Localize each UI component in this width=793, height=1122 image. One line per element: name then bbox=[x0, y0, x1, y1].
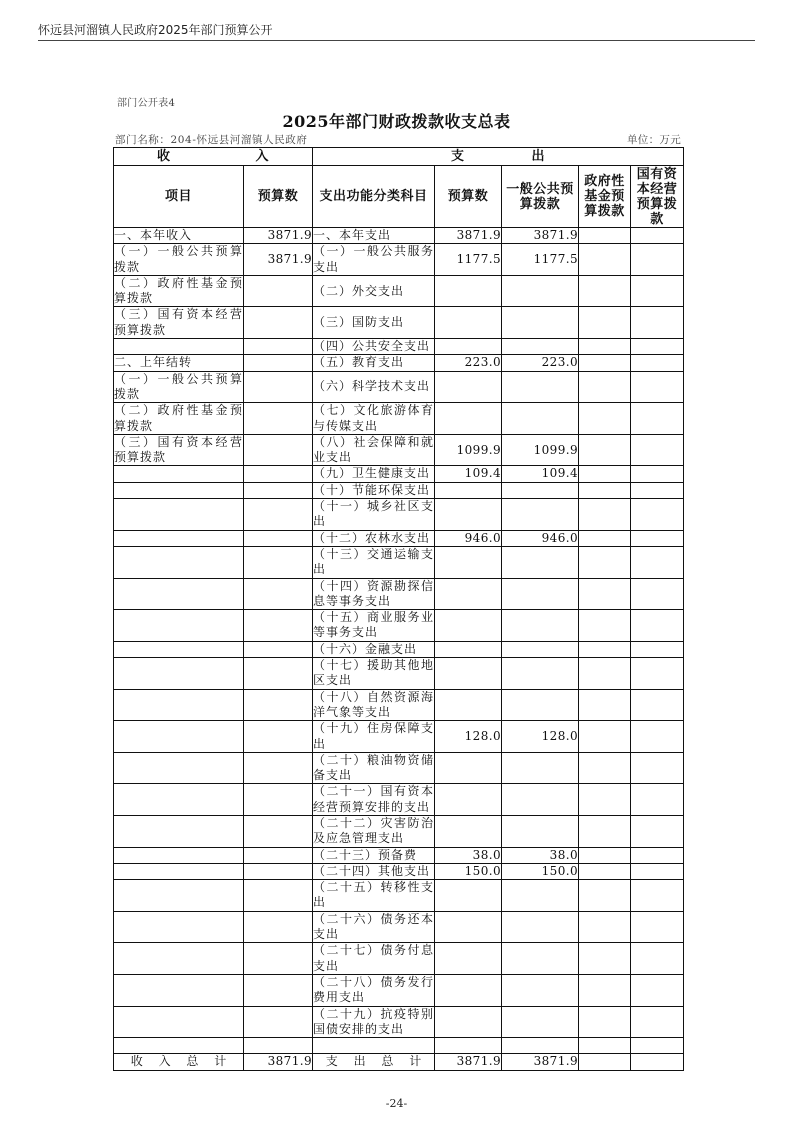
income-budget-cell bbox=[244, 499, 313, 531]
general-budget-cell: 1177.5 bbox=[502, 244, 579, 276]
gov-fund-budget-cell bbox=[579, 752, 631, 784]
gov-fund-budget-cell bbox=[579, 880, 631, 912]
state-capital-budget-cell bbox=[631, 815, 684, 847]
income-item-cell bbox=[114, 466, 244, 482]
general-budget-cell: 150.0 bbox=[502, 863, 579, 879]
state-capital-budget-cell bbox=[631, 911, 684, 943]
income-budget-cell bbox=[244, 658, 313, 690]
income-budget-cell bbox=[244, 403, 313, 435]
expense-item-cell: 支 出 总 计 bbox=[313, 1054, 435, 1070]
state-capital-budget-cell bbox=[631, 974, 684, 1006]
income-budget-cell bbox=[244, 275, 313, 307]
income-item-cell bbox=[114, 530, 244, 546]
income-item-cell: 收 入 总 计 bbox=[114, 1054, 244, 1070]
state-capital-budget-cell bbox=[631, 1038, 684, 1054]
expense-budget-cell bbox=[435, 641, 502, 657]
state-capital-budget-cell bbox=[631, 721, 684, 753]
expense-item-cell: 一、本年支出 bbox=[313, 228, 435, 244]
income-item-cell: （三）国有资本经营预算拨款 bbox=[114, 434, 243, 465]
expense-budget-cell bbox=[435, 371, 502, 403]
expense-item-cell: （十七）援助其他地区支出 bbox=[313, 658, 434, 688]
gov-fund-budget-cell bbox=[579, 1038, 631, 1054]
expense-item-cell: （十二）农林水支出 bbox=[313, 530, 435, 546]
expense-budget-cell: 38.0 bbox=[435, 847, 502, 863]
table-row bbox=[114, 499, 684, 531]
income-item-cell bbox=[114, 689, 244, 721]
income-budget-cell bbox=[244, 355, 313, 371]
expense-budget-cell: 3871.9 bbox=[435, 228, 502, 244]
gov-fund-budget-cell bbox=[579, 974, 631, 1006]
table-row bbox=[114, 752, 684, 784]
expense-budget-cell bbox=[435, 339, 502, 355]
table-row bbox=[114, 371, 684, 403]
table-row bbox=[114, 863, 684, 879]
gov-fund-budget-cell bbox=[579, 355, 631, 371]
expense-budget-cell bbox=[435, 943, 502, 975]
table-row bbox=[114, 1038, 684, 1054]
gov-fund-budget-cell bbox=[579, 943, 631, 975]
expense-budget-cell bbox=[435, 578, 502, 610]
col-header-gov-fund-budget: 政府性基金预算拨款 bbox=[579, 166, 631, 228]
income-budget-cell bbox=[244, 784, 313, 816]
income-budget-cell bbox=[244, 546, 313, 578]
gov-fund-budget-cell bbox=[579, 721, 631, 753]
general-budget-cell: 38.0 bbox=[502, 847, 579, 863]
income-item-cell bbox=[114, 658, 244, 690]
state-capital-budget-cell bbox=[631, 546, 684, 578]
income-item-cell bbox=[114, 911, 244, 943]
income-budget-cell: 3871.9 bbox=[244, 244, 313, 276]
table-row bbox=[114, 847, 684, 863]
col-header-income-item: 项目 bbox=[114, 166, 244, 228]
state-capital-budget-cell bbox=[631, 307, 684, 339]
state-capital-budget-cell bbox=[631, 610, 684, 642]
table-row bbox=[114, 355, 684, 371]
income-item-cell: （一）一般公共预算拨款 bbox=[114, 371, 243, 401]
col-header-expense-budget: 预算数 bbox=[435, 166, 502, 228]
general-budget-cell bbox=[502, 689, 579, 721]
expense-budget-cell bbox=[435, 499, 502, 531]
income-budget-cell bbox=[244, 689, 313, 721]
income-budget-cell bbox=[244, 752, 313, 784]
general-budget-cell bbox=[502, 943, 579, 975]
income-item-cell bbox=[114, 546, 244, 578]
expense-budget-cell bbox=[435, 911, 502, 943]
state-capital-budget-cell bbox=[631, 578, 684, 610]
income-item-cell: （二）政府性基金预算拨款 bbox=[114, 275, 243, 306]
expense-item-cell: （三）国防支出 bbox=[313, 307, 435, 339]
gov-fund-budget-cell bbox=[579, 784, 631, 816]
expense-item-cell: （七）文化旅游体育与传媒支出 bbox=[313, 403, 434, 433]
income-budget-cell bbox=[244, 530, 313, 546]
general-budget-cell bbox=[502, 578, 579, 610]
general-budget-cell: 3871.9 bbox=[502, 1054, 579, 1070]
expense-item-cell: （九）卫生健康支出 bbox=[313, 466, 435, 482]
gov-fund-budget-cell bbox=[579, 228, 631, 244]
expense-budget-cell bbox=[435, 610, 502, 642]
gov-fund-budget-cell bbox=[579, 275, 631, 307]
income-item-cell bbox=[114, 752, 244, 784]
expense-item-cell bbox=[313, 1038, 435, 1054]
income-budget-cell bbox=[244, 434, 313, 466]
table-row bbox=[114, 880, 684, 912]
gov-fund-budget-cell bbox=[579, 689, 631, 721]
expense-item-cell: （一）一般公共服务支出 bbox=[313, 244, 434, 274]
income-item-cell: 二、上年结转 bbox=[114, 355, 244, 371]
income-item-cell bbox=[114, 1038, 244, 1054]
state-capital-budget-cell bbox=[631, 228, 684, 244]
table-row bbox=[114, 339, 684, 355]
general-budget-cell bbox=[502, 403, 579, 435]
income-item-cell bbox=[114, 943, 244, 975]
group-header-income: 收 入 bbox=[114, 148, 313, 166]
state-capital-budget-cell bbox=[631, 530, 684, 546]
general-budget-cell: 1099.9 bbox=[502, 434, 579, 466]
general-budget-cell bbox=[502, 371, 579, 403]
state-capital-budget-cell bbox=[631, 355, 684, 371]
general-budget-cell: 3871.9 bbox=[502, 228, 579, 244]
general-budget-cell bbox=[502, 339, 579, 355]
income-item-cell bbox=[114, 974, 244, 1006]
page-title: 2025年部门财政拨款收支总表 bbox=[282, 112, 511, 131]
table-row bbox=[114, 815, 684, 847]
general-budget-cell bbox=[502, 752, 579, 784]
income-budget-cell bbox=[244, 578, 313, 610]
expense-item-cell: （二十三）预备费 bbox=[313, 847, 435, 863]
gov-fund-budget-cell bbox=[579, 1006, 631, 1038]
table-row bbox=[114, 275, 684, 307]
general-budget-cell bbox=[502, 1038, 579, 1054]
expense-budget-cell: 150.0 bbox=[435, 863, 502, 879]
expense-budget-cell bbox=[435, 403, 502, 435]
table-row bbox=[114, 482, 684, 498]
gov-fund-budget-cell bbox=[579, 815, 631, 847]
state-capital-budget-cell bbox=[631, 689, 684, 721]
income-item-cell bbox=[114, 482, 244, 498]
gov-fund-budget-cell bbox=[579, 307, 631, 339]
general-budget-cell bbox=[502, 1006, 579, 1038]
general-budget-cell: 128.0 bbox=[502, 721, 579, 753]
expense-budget-cell bbox=[435, 275, 502, 307]
expense-item-cell: （十一）城乡社区支出 bbox=[313, 499, 434, 529]
expense-budget-cell: 1099.9 bbox=[435, 434, 502, 466]
expense-item-cell: （十三）交通运输支出 bbox=[313, 546, 434, 577]
gov-fund-budget-cell bbox=[579, 658, 631, 690]
table-row bbox=[114, 721, 684, 753]
state-capital-budget-cell bbox=[631, 880, 684, 912]
expense-item-cell: （八）社会保障和就业支出 bbox=[313, 434, 434, 465]
income-budget-cell: 3871.9 bbox=[244, 228, 313, 244]
expense-budget-cell bbox=[435, 974, 502, 1006]
state-capital-budget-cell bbox=[631, 1006, 684, 1038]
gov-fund-budget-cell bbox=[579, 610, 631, 642]
table-row bbox=[114, 578, 684, 610]
expense-budget-cell: 223.0 bbox=[435, 355, 502, 371]
income-budget-cell bbox=[244, 339, 313, 355]
expense-budget-cell bbox=[435, 658, 502, 690]
income-item-cell bbox=[114, 578, 244, 610]
group-header-row bbox=[114, 148, 684, 166]
expense-item-cell: （五）教育支出 bbox=[313, 355, 435, 371]
table-row bbox=[114, 658, 684, 690]
column-header-row bbox=[114, 166, 684, 228]
income-budget-cell bbox=[244, 641, 313, 657]
state-capital-budget-cell bbox=[631, 847, 684, 863]
income-budget-cell bbox=[244, 1038, 313, 1054]
gov-fund-budget-cell bbox=[579, 499, 631, 531]
expense-budget-cell bbox=[435, 1006, 502, 1038]
general-budget-cell bbox=[502, 641, 579, 657]
income-budget-cell bbox=[244, 466, 313, 482]
table-code: 部门公开表4 bbox=[117, 98, 176, 109]
gov-fund-budget-cell bbox=[579, 482, 631, 498]
page-header-text: 怀远县河溜镇人民政府2025年部门预算公开 bbox=[38, 23, 273, 37]
general-budget-cell bbox=[502, 658, 579, 690]
general-budget-cell: 109.4 bbox=[502, 466, 579, 482]
page-number: -24- bbox=[385, 1097, 408, 1110]
expense-item-cell: （二十二）灾害防治及应急管理支出 bbox=[313, 815, 434, 846]
state-capital-budget-cell bbox=[631, 784, 684, 816]
unit-label: 单位：万元 bbox=[627, 134, 681, 146]
income-item-cell bbox=[114, 499, 244, 531]
expense-item-cell: （二十一）国有资本经营预算安排的支出 bbox=[313, 784, 434, 814]
table-row bbox=[114, 434, 684, 466]
income-budget-cell bbox=[244, 943, 313, 975]
table-row bbox=[114, 911, 684, 943]
income-item-cell: 一、本年收入 bbox=[114, 228, 244, 244]
general-budget-cell bbox=[502, 546, 579, 578]
expense-item-cell: （十五）商业服务业等事务支出 bbox=[313, 610, 434, 640]
table-row bbox=[114, 530, 684, 546]
expense-budget-cell: 3871.9 bbox=[435, 1054, 502, 1070]
state-capital-budget-cell bbox=[631, 434, 684, 466]
income-item-cell bbox=[114, 641, 244, 657]
expense-budget-cell: 128.0 bbox=[435, 721, 502, 753]
gov-fund-budget-cell bbox=[579, 863, 631, 879]
income-budget-cell bbox=[244, 721, 313, 753]
expense-item-cell: （二）外交支出 bbox=[313, 275, 435, 307]
income-budget-cell bbox=[244, 847, 313, 863]
state-capital-budget-cell bbox=[631, 466, 684, 482]
income-item-cell bbox=[114, 880, 244, 912]
gov-fund-budget-cell bbox=[579, 530, 631, 546]
income-item-cell bbox=[114, 784, 244, 816]
general-budget-cell bbox=[502, 482, 579, 498]
income-item-cell: （二）政府性基金预算拨款 bbox=[114, 403, 243, 433]
expense-item-cell: （二十）粮油物资储备支出 bbox=[313, 752, 434, 783]
expense-item-cell: （二十四）其他支出 bbox=[313, 863, 435, 879]
expense-item-cell: （二十五）转移性支出 bbox=[313, 880, 434, 910]
col-header-general-budget: 一般公共预算拨款 bbox=[502, 166, 579, 228]
income-budget-cell bbox=[244, 863, 313, 879]
table-row bbox=[114, 689, 684, 721]
expense-budget-cell bbox=[435, 815, 502, 847]
expense-item-cell: （十九）住房保障支出 bbox=[313, 721, 434, 751]
gov-fund-budget-cell bbox=[579, 244, 631, 276]
table-row bbox=[114, 974, 684, 1006]
expense-budget-cell bbox=[435, 752, 502, 784]
table-row bbox=[114, 784, 684, 816]
gov-fund-budget-cell bbox=[579, 578, 631, 610]
state-capital-budget-cell bbox=[631, 244, 684, 276]
budget-table bbox=[113, 147, 684, 1071]
expense-item-cell: （十四）资源勘探信息等事务支出 bbox=[313, 578, 434, 608]
table-row bbox=[114, 1006, 684, 1038]
income-item-cell bbox=[114, 815, 244, 847]
total-row bbox=[114, 1054, 684, 1070]
expense-item-cell: （二十八）债务发行费用支出 bbox=[313, 974, 434, 1005]
income-budget-cell bbox=[244, 610, 313, 642]
expense-item-cell: （十六）金融支出 bbox=[313, 641, 435, 657]
expense-budget-cell bbox=[435, 546, 502, 578]
header-rule bbox=[38, 40, 755, 41]
income-budget-cell bbox=[244, 974, 313, 1006]
state-capital-budget-cell bbox=[631, 275, 684, 307]
table-row bbox=[114, 943, 684, 975]
income-budget-cell bbox=[244, 880, 313, 912]
table-row bbox=[114, 546, 684, 578]
income-budget-cell bbox=[244, 815, 313, 847]
table-row bbox=[114, 307, 684, 339]
table-row bbox=[114, 641, 684, 657]
general-budget-cell bbox=[502, 880, 579, 912]
general-budget-cell: 223.0 bbox=[502, 355, 579, 371]
income-item-cell bbox=[114, 1006, 244, 1038]
gov-fund-budget-cell bbox=[579, 911, 631, 943]
expense-item-cell: （十）节能环保支出 bbox=[313, 482, 435, 498]
expense-item-cell: （二十七）债务付息支出 bbox=[313, 943, 434, 973]
table-row bbox=[114, 228, 684, 244]
table-body bbox=[114, 228, 684, 1071]
state-capital-budget-cell bbox=[631, 641, 684, 657]
gov-fund-budget-cell bbox=[579, 1054, 631, 1070]
general-budget-cell bbox=[502, 911, 579, 943]
income-budget-cell bbox=[244, 1006, 313, 1038]
expense-budget-cell bbox=[435, 880, 502, 912]
income-item-cell bbox=[114, 863, 244, 879]
gov-fund-budget-cell bbox=[579, 546, 631, 578]
income-item-cell bbox=[114, 339, 244, 355]
income-budget-cell: 3871.9 bbox=[244, 1054, 313, 1070]
gov-fund-budget-cell bbox=[579, 371, 631, 403]
general-budget-cell bbox=[502, 815, 579, 847]
group-header-expense: 支 出 bbox=[313, 148, 684, 166]
general-budget-cell bbox=[502, 307, 579, 339]
expense-item-cell: （二十九）抗疫特别国债安排的支出 bbox=[313, 1006, 434, 1036]
state-capital-budget-cell bbox=[631, 403, 684, 435]
table-row bbox=[114, 403, 684, 435]
gov-fund-budget-cell bbox=[579, 403, 631, 435]
state-capital-budget-cell bbox=[631, 943, 684, 975]
state-capital-budget-cell bbox=[631, 371, 684, 403]
income-budget-cell bbox=[244, 911, 313, 943]
col-header-income-budget: 预算数 bbox=[244, 166, 313, 228]
general-budget-cell bbox=[502, 610, 579, 642]
expense-item-cell: （十八）自然资源海洋气象等支出 bbox=[313, 689, 434, 719]
expense-budget-cell: 946.0 bbox=[435, 530, 502, 546]
table-row bbox=[114, 244, 684, 276]
general-budget-cell bbox=[502, 974, 579, 1006]
col-header-state-capital-budget: 国有资本经营预算拨款 bbox=[631, 166, 684, 228]
expense-budget-cell bbox=[435, 1038, 502, 1054]
state-capital-budget-cell bbox=[631, 752, 684, 784]
expense-item-cell: （四）公共安全支出 bbox=[313, 339, 435, 355]
expense-item-cell: （六）科学技术支出 bbox=[313, 371, 435, 403]
expense-budget-cell: 1177.5 bbox=[435, 244, 502, 276]
gov-fund-budget-cell bbox=[579, 641, 631, 657]
state-capital-budget-cell bbox=[631, 499, 684, 531]
gov-fund-budget-cell bbox=[579, 466, 631, 482]
income-item-cell bbox=[114, 721, 244, 753]
state-capital-budget-cell bbox=[631, 863, 684, 879]
department-name: 部门名称：204-怀远县河溜镇人民政府 bbox=[115, 134, 308, 146]
gov-fund-budget-cell bbox=[579, 434, 631, 466]
expense-budget-cell bbox=[435, 482, 502, 498]
expense-budget-cell bbox=[435, 689, 502, 721]
general-budget-cell bbox=[502, 275, 579, 307]
general-budget-cell bbox=[502, 784, 579, 816]
table-row bbox=[114, 610, 684, 642]
expense-item-cell: （二十六）债务还本支出 bbox=[313, 911, 434, 942]
income-item-cell: （三）国有资本经营预算拨款 bbox=[114, 307, 243, 337]
gov-fund-budget-cell bbox=[579, 339, 631, 355]
income-item-cell bbox=[114, 610, 244, 642]
expense-budget-cell bbox=[435, 784, 502, 816]
state-capital-budget-cell bbox=[631, 339, 684, 355]
general-budget-cell bbox=[502, 499, 579, 531]
income-budget-cell bbox=[244, 307, 313, 339]
col-header-expense-item: 支出功能分类科目 bbox=[313, 166, 435, 228]
state-capital-budget-cell bbox=[631, 658, 684, 690]
income-item-cell bbox=[114, 847, 244, 863]
table-row bbox=[114, 466, 684, 482]
state-capital-budget-cell bbox=[631, 482, 684, 498]
expense-budget-cell: 109.4 bbox=[435, 466, 502, 482]
general-budget-cell: 946.0 bbox=[502, 530, 579, 546]
income-budget-cell bbox=[244, 371, 313, 403]
income-item-cell: （一）一般公共预算拨款 bbox=[114, 244, 243, 274]
expense-budget-cell bbox=[435, 307, 502, 339]
gov-fund-budget-cell bbox=[579, 847, 631, 863]
state-capital-budget-cell bbox=[631, 1054, 684, 1070]
income-budget-cell bbox=[244, 482, 313, 498]
